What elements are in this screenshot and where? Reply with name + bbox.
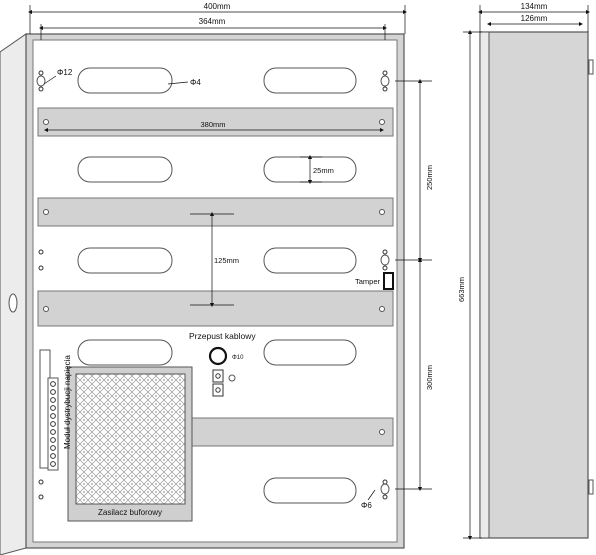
dim-slot-25: 25mm xyxy=(313,166,334,175)
cable-slot xyxy=(78,157,172,182)
cabinet-side-view xyxy=(480,32,593,538)
cable-slot xyxy=(78,340,172,365)
cable-slot xyxy=(78,68,172,93)
dim-width-364: 364mm xyxy=(198,17,226,26)
cable-slot xyxy=(264,248,356,273)
cable-slot xyxy=(264,68,356,93)
dim-height-250: 250mm xyxy=(425,164,434,190)
door-lock xyxy=(9,294,17,312)
dim-height-300: 300mm xyxy=(425,364,434,390)
tamper-label: Tamper xyxy=(355,277,381,286)
hole-label-phi4: Φ4 xyxy=(190,78,201,87)
cable-slot xyxy=(264,478,356,503)
cable-slot xyxy=(264,340,356,365)
hole-label-phi10: Φ10 xyxy=(232,355,244,361)
din-rail xyxy=(185,418,393,446)
psu-label: Zasilacz buforowy xyxy=(97,508,163,517)
cable-slot xyxy=(78,248,172,273)
cabinet-front-view xyxy=(0,34,404,555)
dim-width-400: 400mm xyxy=(203,2,231,11)
hole-label-phi12: Φ12 xyxy=(57,68,73,77)
din-rail xyxy=(38,291,393,326)
cable-gland-label: Przepust kablowy xyxy=(189,331,256,341)
dim-height-663: 663mm xyxy=(457,276,466,302)
dim-depth-134: 134mm xyxy=(520,2,548,11)
dim-gap-125: 125mm xyxy=(214,256,240,265)
buffer-psu xyxy=(68,367,192,521)
din-rail xyxy=(38,198,393,226)
tamper-switch xyxy=(384,273,393,289)
distribution-module-label: Moduł dystrybucji napięcia xyxy=(63,355,72,449)
dim-depth-126: 126mm xyxy=(520,14,548,23)
dim-rail-380: 380mm xyxy=(200,120,226,129)
hole-label-phi6: Φ6 xyxy=(361,501,372,510)
